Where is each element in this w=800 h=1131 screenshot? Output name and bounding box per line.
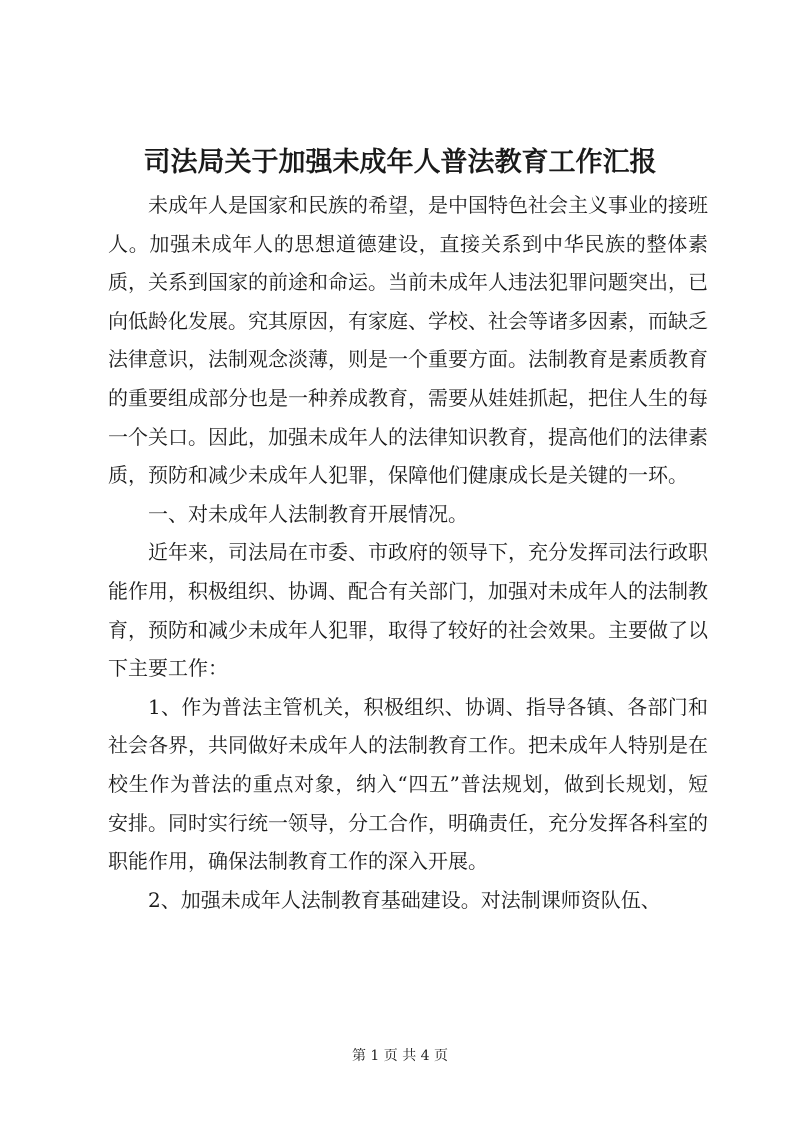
document-body [108, 186, 708, 919]
paragraph-intro: 未成年人是国家和民族的希望，是中国特色社会主义事业的接班人。加强未成年人的思想道德建设，直接关系到中华民族的整体素质，关系到国家的前途和命运。当前未成年人违法犯罪问题突出，已向低龄化发展。究其原因，有家庭、学校、社会等诸多因素，而缺乏法律意识，法制观念淡薄，则是一个重要方面。法制教育是素质教育的重要组成部分也是一种养成教育，需要从娃娃抓起，把住人生的每一个关口。因此，加强未成年人的法律知识教育，提高他们的法律素质，预防和减少未成年人犯罪，保障他们健康成长是关键的一环。 [108, 193, 708, 488]
paragraph-item-2: 2、加强未成年人法制教育基础建设。对法制课师资队伍、 [148, 887, 661, 912]
paragraph-item-1: 1、作为普法主管机关，积极组织、协调、指导各镇、各部门和社会各界，共同做好未成年人的法制教育工作。把未成年人特别是在校生作为普法的重点对象，纳入“四五”普法规划，做到长规划，短安排。同时实行统一领导，分工合作，明确责任，充分发挥各科室的职能作用，确保法制教育工作的深入开展。 [108, 694, 708, 874]
paragraph-section-heading: 一、对未成年人法制教育开展情况。 [148, 501, 468, 526]
page-number-footer: 第 1 页 共 4 页 [351, 1048, 449, 1064]
paragraph-recent-years: 近年来，司法局在市委、市政府的领导下，充分发挥司法行政职能作用，积极组织、协调、配合有关部门，加强对未成年人的法制教育，预防和减少未成年人犯罪，取得了较好的社会效果。主要做了以下主要工作： [108, 540, 708, 681]
document-title: 司法局关于加强未成年人普法教育工作汇报 [143, 147, 657, 178]
